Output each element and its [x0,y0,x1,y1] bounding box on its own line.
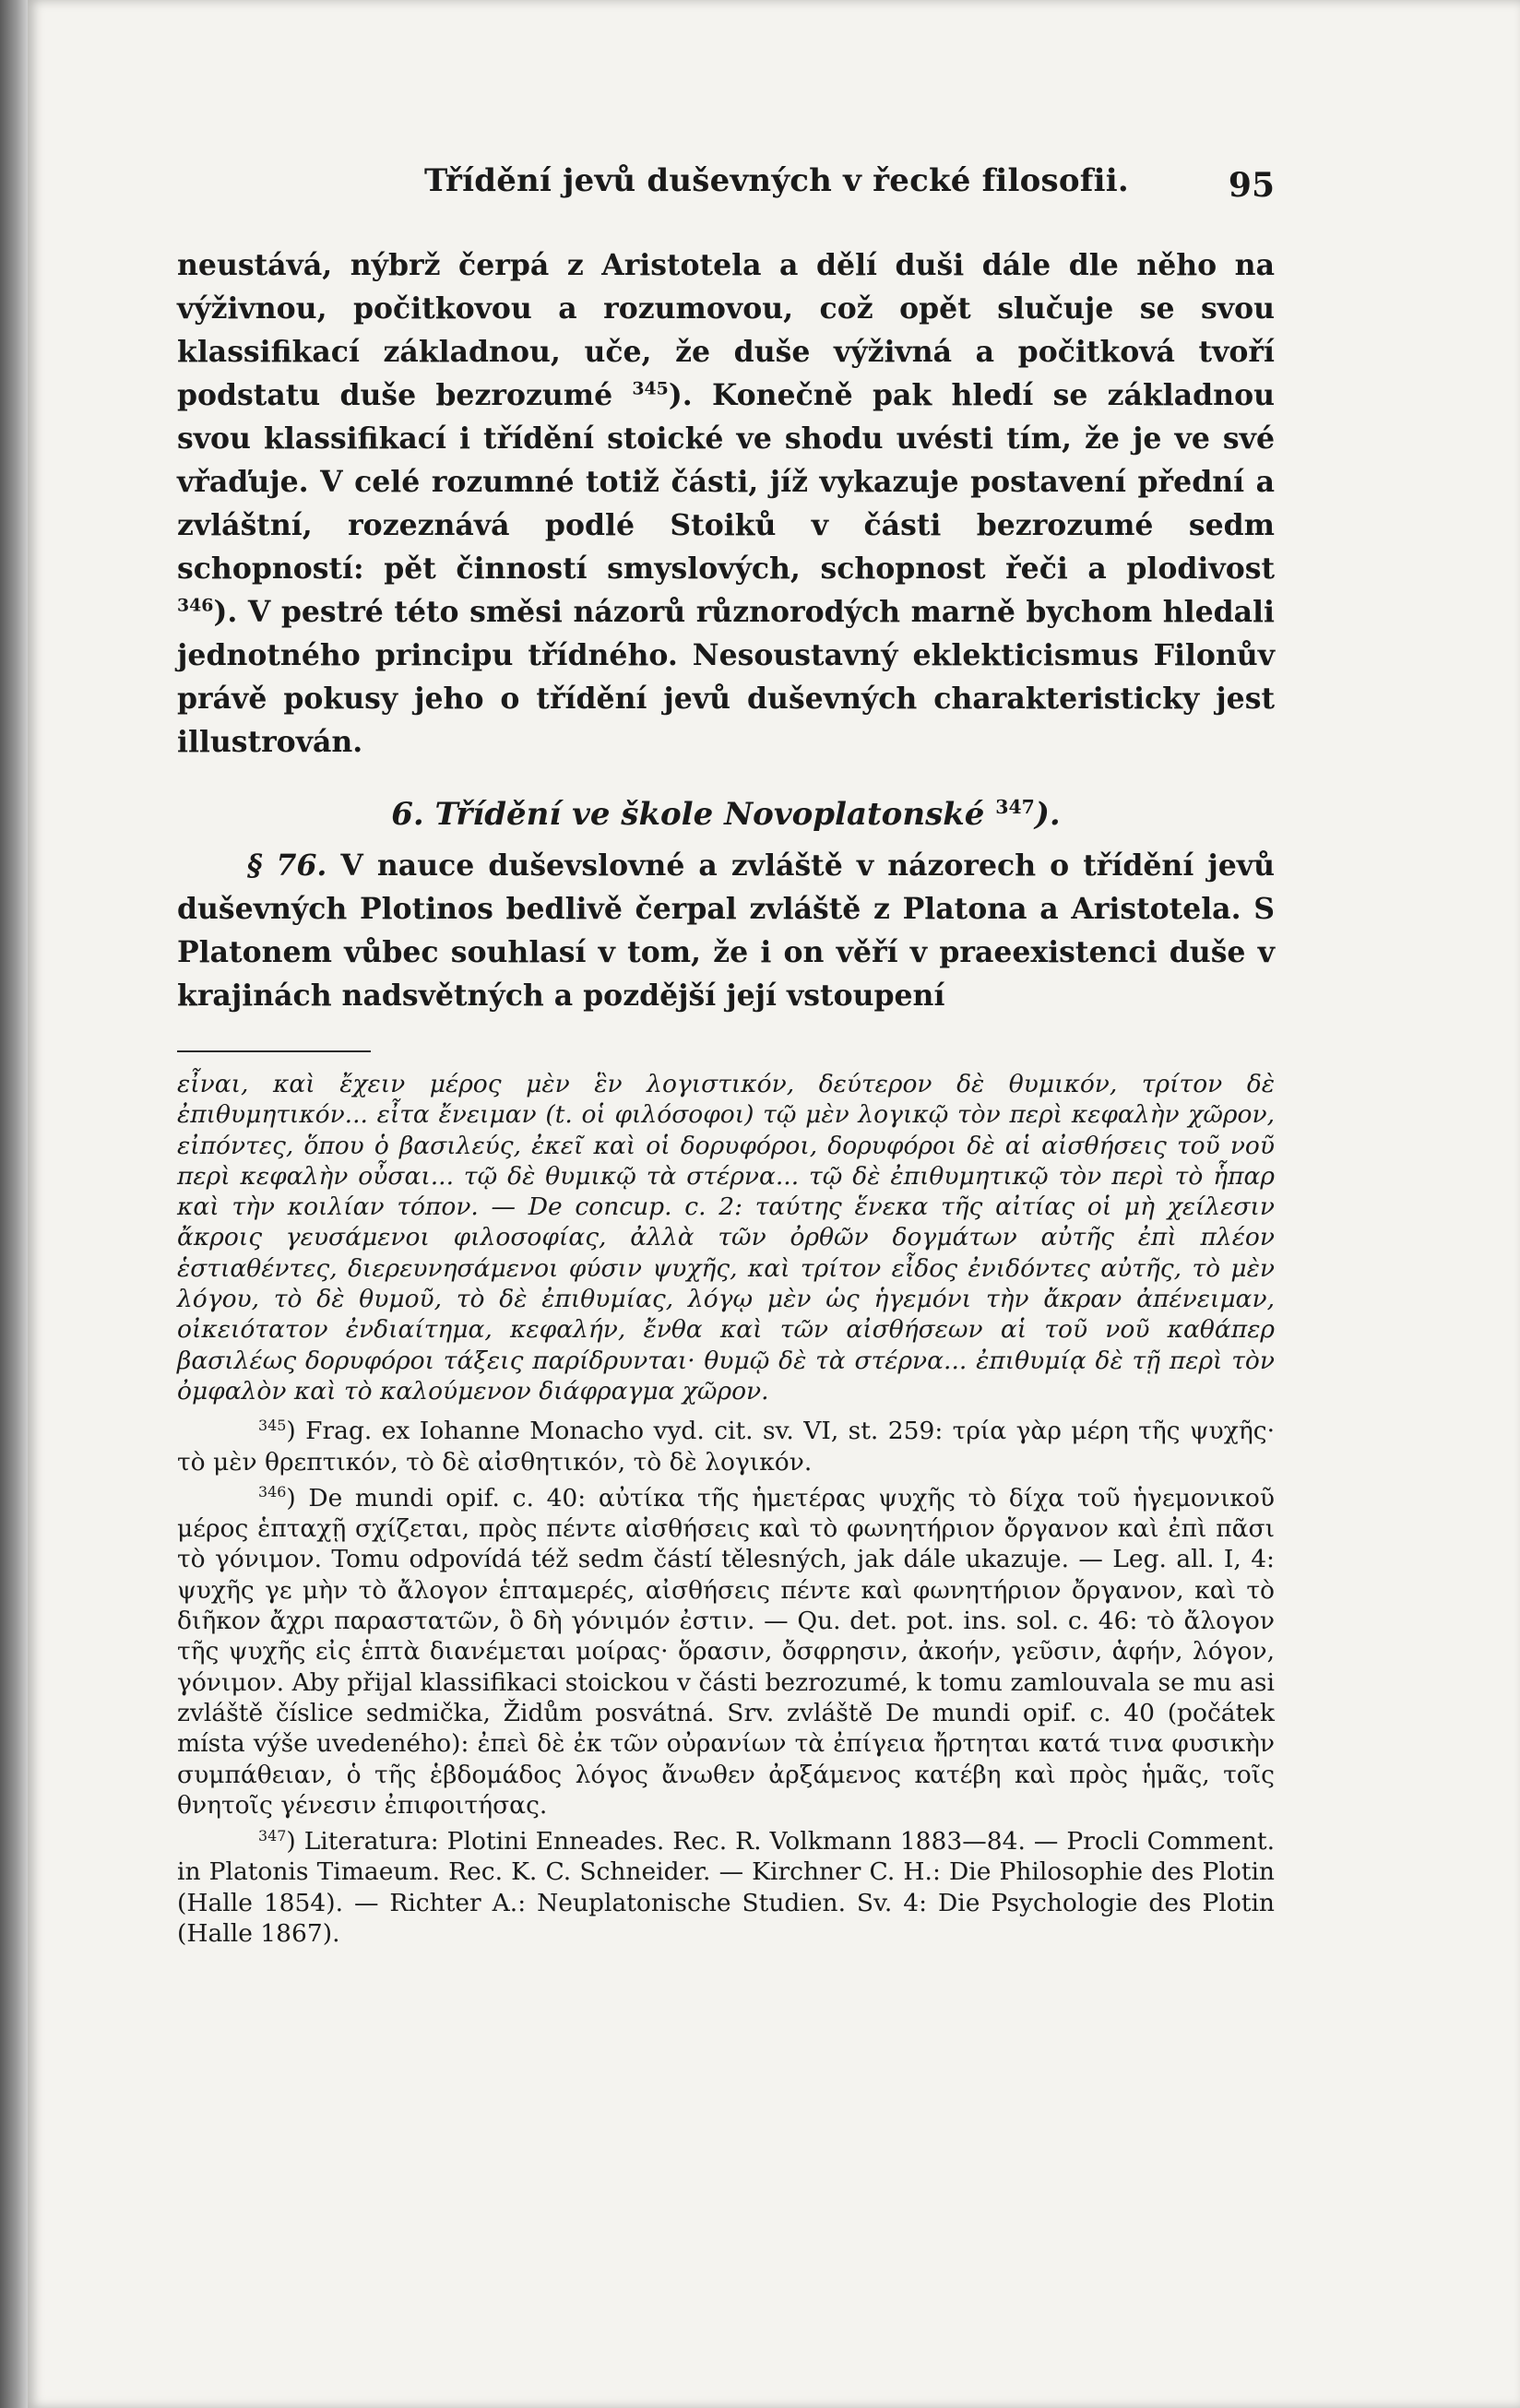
book-gutter [0,0,28,2408]
running-head [177,159,1275,210]
paragraph-1-lead: neustává, nýbrž čerpá z Aristotela a dělí duši dále dle něho na výživnou, počitkovou a rozumovou, což opět slučuje se svou klassifikací základnou, uče, že duše výživná a počitková tvoří podstatu duše bezrozumé [177,248,1275,412]
section-title: Třídění ve škole Novoplatonské [434,796,985,833]
paragraph-2 [177,844,1275,1017]
paragraph-2-text: V nauce duševslovné a zvláště v názorech o třídění jevů duševných Plotinos bedlivě čerpal zvláště z Platona a Aristotela. S Platonem vůbec souhlasí v tom, že i on věří v praeexistenci duše v krajinách nadsvětných a pozdější její vstoupení [177,848,1275,1013]
page-content [177,159,1275,1954]
footnote-ref-347: 347 [995,795,1035,818]
section-heading-closing: ). [1034,796,1061,833]
footnote-346: $^{346}$) De mundi opif. c. 40: αὐτίκα τῆς ἡμετέρας ψυχῆς τὸ δίχα τοῦ ἡγεμονικοῦ μέρος ἑπταχῇ σχίζεται, πρὸς πέντε αἰσθήσεις καὶ τὸ φωνητήριον ὄργανον καὶ ἐπὶ πᾶσι τὸ γόνιμον. Tomu odpovídá též sedm částí tělesných, jak dále ukazuje. — Leg. all. I, 4: ψυχῆς γε μὴν τὸ ἄλογον ἑπταμερές, αἰσθήσεις πέντε καὶ φωνητήριον ὄργανον, καὶ τὸ διῆκον ἄχρι παραστατῶν, ὃ δὴ γόνιμόν ἐστιν. — Qu. det. pot. ins. sol. c. 46: τὸ ἄλογον τῆς ψυχῆς εἰς ἑπτὰ διανέμεται μοίρας· ὅρασιν, ὄσφρησιν, ἀκοήν, γεῦσιν, ἁφήν, λόγον, γόνιμον. Aby přijal klassifikaci stoickou v části bezrozumé, k tomu zamlouvala se mu asi zvláště číslice sedmička, Židům posvátná. Srv. zvláště De mundi opif. c. 40 (počátek místa výše uvedeného): ἐπεὶ δὲ ἐκ τῶν οὐρανίων τὰ ἐπίγεια ἤρτηται κατά τινα φυσικὴν συμπάθειαν, ὁ τῆς ἑβδομάδος λόγος ἄνωθεν ἀρξάμενος κατέβη καὶ πρὸς ἡμᾶς, τοῖς θνητοῖς γένεσιν ἐπιφοιτήσας. [177,1483,1275,1820]
footnotes [177,1069,1275,1949]
footnote-345: $^{345}$) Frag. ex Iohanne Monacho vyd. cit. sv. VI, st. 259: τρία γὰρ μέρη τῆς ψυχῆς· τὸ μὲν θρεπτικόν, τὸ δὲ αἰσθητικόν, τὸ δὲ λογικόν. [177,1416,1275,1477]
footnote-continued: εἶναι, καὶ ἔχειν μέρος μὲν ἓν λογιστικόν, δεύτερον δὲ θυμικόν, τρίτον δὲ ἐπιθυμητικόν... εἶτα ἔνειμαν (t. οἱ φιλόσοφοι) τῷ μὲν λογικῷ τὸν περὶ κεφαλὴν χῶρον, εἰπόντες, ὅπου ὁ βασιλεύς, ἐκεῖ καὶ οἱ δορυφόροι, δορυφόροι δὲ αἱ αἰσθήσεις τοῦ νοῦ περὶ κεφαλὴν οὖσαι... τῷ δὲ θυμικῷ τὰ στέρνα... τῷ δὲ ἐπιθυμητικῷ τὸν περὶ τὸ ἧπαρ καὶ τὴν κοιλίαν τόπον. — De concup. c. 2: ταύτης ἕνεκα τῆς αἰτίας οἱ μὴ χείλεσιν ἄκροις γευσάμενοι φιλοσοφίας, ἀλλὰ τῶν ὀρθῶν δογμάτων αὐτῆς ἐπὶ πλέον ἑστιαθέντες, διερευνησάμενοι φύσιν ψυχῆς, καὶ τρίτον εἶδος ἐνιδόντες αὐτῆς, τὸ μὲν λόγου, τὸ δὲ θυμοῦ, τὸ δὲ ἐπιθυμίας, λόγῳ μὲν ὡς ἡγεμόνι τὴν ἄκραν ἀπένειμαν, οἰκειότατον ἐνδιαίτημα, κεφαλήν, ἔνθα καὶ τῶν αἰσθήσεων αἱ τοῦ νοῦ καθάπερ βασιλέως δορυφόροι τάξεις παρίδρυνται· θυμῷ δὲ τὰ στέρνα... ἐπιθυμίᾳ δὲ τῇ περὶ τὸν ὀμφαλὸν καὶ τὸ καλούμενον διάφραγμα χῶρον. [177,1070,1275,1406]
section-heading [177,793,1275,836]
paragraph-1 [177,243,1275,764]
section-symbol: § 76. [247,848,327,883]
paragraph-1-mid: ). Konečně pak hledí se základnou svou klassifikací i třídění stoické ve shodu uvésti tím, že je ve své vřaďuje. V celé rozumné totiž části, jíž vykazuje postavení přední a zvláštní, rozeznává podlé Stoiků v části bezrozumé sedm schopností: pět činností smyslových, schopnost řeči a plodivost [177,378,1275,586]
book-page [28,0,1520,2408]
footnote-ref-345: 345 [632,378,669,399]
footnote-text: ) Literatura: Plotini Enneades. Rec. R. Volkmann 1883—84. — Procli Comment. in Platonis Timaeum. Rec. K. C. Schneider. — Kirchner C. H.: Die Philosophie des Plotin (Halle 1854). — Richter A.: Neuplatonische Studien. Sv. 4: Die Psychologie des Plotin (Halle 1867). [177,1827,1275,1949]
footnote-rule [177,1050,371,1052]
footnote-347: $^{347}$) Literatura: Plotini Enneades. Rec. R. Volkmann 1883—84. — Procli Comment. in Platonis Timaeum. Rec. K. C. Schneider. — Kirchner C. H.: Die Philosophie des Plotin (Halle 1854). — Richter A.: Neuplatonische Studien. Sv. 4: Die Psychologie des Plotin (Halle 1867). [177,1826,1275,1949]
body-text [177,243,1275,1017]
paragraph-1-tail: ). V pestré této směsi názorů různorodých marně bychom hledali jednotného principu třídného. Nesoustavný eklekticismus Filonův právě pokusy jeho o třídění jevů duševných charakteristicky jest illustrován. [177,595,1275,759]
footnote-text: ) Frag. ex Iohanne Monacho vyd. cit. sv. VI, st. 259: τρία γὰρ μέρη τῆς ψυχῆς· τὸ μὲν θρεπτικόν, τὸ δὲ αἰσθητικόν, τὸ δὲ λογικόν. [177,1417,1275,1477]
section-number: 6. [391,796,424,833]
running-title: Třídění jevů duševných v řecké filosofii. [424,162,1129,199]
footnote-ref-346: 346 [177,595,214,616]
page-number: 95 [1228,166,1275,205]
footnote-text: ) De mundi opif. c. 40: αὐτίκα τῆς ἡμετέρας ψυχῆς τὸ δίχα τοῦ ἡγεμονικοῦ μέρος ἑπταχῇ σχίζεται, πρὸς πέντε αἰσθήσεις καὶ τὸ φωνητήριον ὄργανον καὶ ἐπὶ πᾶσι τὸ γόνιμον. Tomu odpovídá též sedm částí tělesných, jak dále ukazuje. — Leg. all. I, 4: ψυχῆς γε μὴν τὸ ἄλογον ἑπταμερές, αἰσθήσεις πέντε καὶ φωνητήριον ὄργανον, καὶ τὸ διῆκον ἄχρι παραστατῶν, ὃ δὴ γόνιμόν ἐστιν. — Qu. det. pot. ins. sol. c. 46: τὸ ἄλογον τῆς ψυχῆς εἰς ἑπτὰ διανέμεται μοίρας· ὅρασιν, ὄσφρησιν, ἀκοήν, γεῦσιν, ἁφήν, λόγον, γόνιμον. Aby přijal klassifikaci stoickou v části bezrozumé, k tomu zamlouvala se mu asi zvláště číslice sedmička, Židům posvátná. Srv. zvláště De mundi opif. c. 40 (počátek místa výše uvedeného): ἐπεὶ δὲ ἐκ τῶν οὐρανίων τὰ ἐπίγεια ἤρτηται κατά τινα φυσικὴν συμπάθειαν, ὁ τῆς ἑβδομάδος λόγος ἄνωθεν ἀρξάμενος κατέβη καὶ πρὸς ἡμᾶς, τοῖς θνητοῖς γένεσιν ἐπιφοιτήσας. [177,1483,1275,1820]
